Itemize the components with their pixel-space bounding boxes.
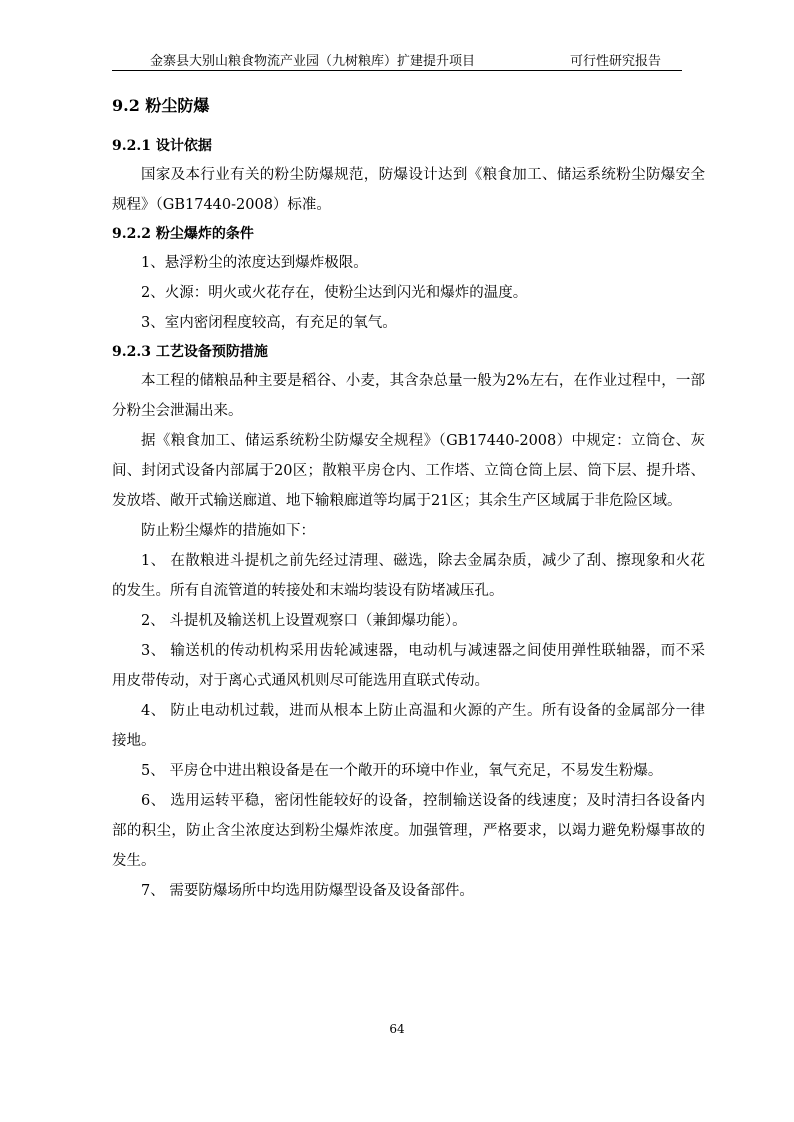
list-item: 2、 斗提机及输送机上设置观察口（兼卸爆功能）。 xyxy=(141,613,467,629)
section-heading: 9.2 粉尘防爆 xyxy=(112,96,210,115)
subsection-heading-design-basis: 9.2.1 设计依据 xyxy=(112,138,212,154)
subsection-heading-explosion-conditions: 9.2.2 粉尘爆炸的条件 xyxy=(112,226,254,242)
list-item: 1、悬浮粉尘的浓度达到爆炸极限。 xyxy=(141,255,368,271)
paragraph: 防止粉尘爆炸的措施如下： xyxy=(141,523,315,539)
list-item: 6、 选用运转平稳，密闭性能较好的设备，控制输送设备的线速度；及时清扫各设备内部的积尘，防止含尘浓度达到粉尘爆炸浓度。加强管理，严格要求，以竭力避免粉爆事故的发生。 xyxy=(112,793,705,869)
header-report-type: 可行性研究报告 xyxy=(570,54,662,69)
list-item: 7、 需要防爆场所中均选用防爆型设备及设备部件。 xyxy=(141,883,474,899)
header-project-title: 金寨县大别山粮食物流产业园（九树粮库）扩建提升项目 xyxy=(150,54,476,69)
list-item: 5、 平房仓中进出粮设备是在一个敞开的环境中作业，氧气充足，不易发生粉爆。 xyxy=(141,763,663,779)
list-item: 3、 输送机的传动机构采用齿轮减速器，电动机与减速器之间使用弹性联轴器，而不采用皮带传动，对于离心式通风机则尽可能选用直联式传动。 xyxy=(112,643,705,689)
list-item: 2、火源：明火或火花存在，使粉尘达到闪光和爆炸的温度。 xyxy=(141,285,528,301)
list-item: 1、 在散粮进斗提机之前先经过清理、磁选，除去金属杂质，减少了刮、擦现象和火花的发生。所有自流管道的转接处和末端均装设有防堵减压孔。 xyxy=(112,553,705,599)
page-header xyxy=(112,50,682,71)
list-item: 3、室内密闭程度较高，有充足的氧气。 xyxy=(141,315,397,331)
page-number: 64 xyxy=(389,1022,405,1036)
page-content xyxy=(112,92,705,906)
paragraph: 国家及本行业有关的粉尘防爆规范，防爆设计达到《粮食加工、储运系统粉尘防爆安全规程》（GB17440-2008）标准。 xyxy=(112,167,705,213)
subsection-heading-prevention-measures: 9.2.3 工艺设备预防措施 xyxy=(112,344,268,360)
paragraph: 本工程的储粮品种主要是稻谷、小麦，其含杂总量一般为2%左右，在作业过程中，一部分粉尘会泄漏出来。 xyxy=(112,373,705,419)
paragraph: 据《粮食加工、储运系统粉尘防爆安全规程》（GB17440-2008）中规定：立筒仓、灰间、封闭式设备内部属于20区；散粮平房仓内、工作塔、立筒仓筒上层、筒下层、提升塔、发放塔、敞开式输送廊道、地下输粮廊道等均属于21区；其余生产区域属于非危险区域。 xyxy=(112,433,705,509)
list-item: 4、 防止电动机过载，进而从根本上防止高温和火源的产生。所有设备的金属部分一律接地。 xyxy=(112,703,705,749)
